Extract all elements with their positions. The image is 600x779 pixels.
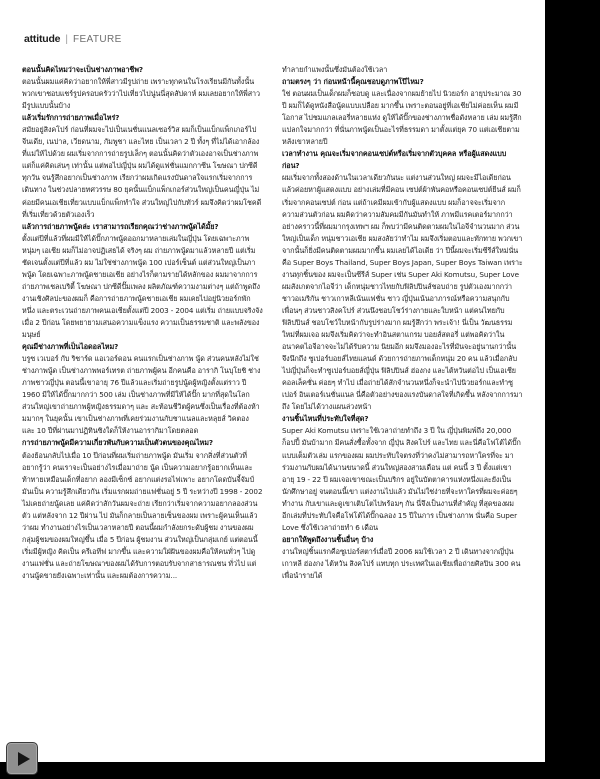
interview-answer: ผมเริ่มจากทั้งสองด้านในเวลาเดียวกันนะ แต่งานส่วนใหญ่ ผมจะมีไอเดียก่อน แล้วค่อยหาผู้แสดงแบบ อย่างเล่มที่มีคอน เซปต์ผ้าพันคอหรือคอนเซปต์ยีนส์ ผมก็เริ่มจากคอนเซปต์ ก่อน แต่ถ้าเคมีผมเข้ากับผู้แสดงแบบ ผมก็อาจจะเริ่มจาก ความส่วนตัวก่อน ผมคิดว่าความสัมคมมีกันมันทำให้ ภาพมีแรคเตอร์มากกว่า อย่างคราวนี้ที่ผมมากรุงเทพฯ ผม ก็พบว่ามีคนติดตามผมในไอจีจำนวนมาก ส่วนใหญ่เป็นเด็ก หนุ่มชาวเอเชีย ผมสงสัยว่าทำไม ผมจึงเริ่มตอบและทักทาย พวกเขา จากนั้นก็ยิ่งมีคนติดตามผมมากขึ้น ผมเลยได้ไอเดีย ว่า ปีนี้ผมจะเริ่มซีรีส์ใหม่นั่นคือ Super Boys Thailand, Super Boys Japan, Super Boys Taiwan เพราะงานทุกชิ้นของ ผมจะเป็นซีรีส์ Super เช่น Super Aki Komutsu, Super Love ผมสังเกตจากไอจีว่า เด็กหนุ่มชาวไทยกับฟิลิปปินส์ชอบถ่าย รูปตัวเองมากกว่าชาวอเมริกัน ชาวเกาหลีเน้นแฟชั่น ชาว ญี่ปุ่นเน้นอาภารณ์หรือความสนุกกับเพื่อนๆ ส่วนชาวสิงคโปร์ ส่วนนึงชอบโชว์ร่างกายและใบหน้า แต่คนไทยกับฟิลิปปินส์ ชอบโชว์ใบหน้ากับรูปร่างมาก ผมรู้สึกว่า พระเจ้า! นี่เป็น วัฒนธรรมใหม่ที่ผมเจอ ผมจึงเริ่มคิดว่าจะทำอินสตาแกรม บอยส์สตอรี่ แต่พอคิดว่าในอนาคตไอจีอาจจะไม่ได้รับความ นิยมอีก ผมจึงมองอะไรที่มันจะอยู่นานกว่านั้น จึงนึกถึง ซูเปอร์บอยส์ไทยแลนด์ ด้วยการถ่ายภาพเด็กหนุ่ม 20 คน แล้วเมื่อกลับไปญี่ปุ่นก็จะทำซูเปอร์บอยส์ญี่ปุ่น ฟิลิปปินส์ ฮ่องกง และไต้หวันต่อไป เป็นเอเชียคอลเล็คชั่น ค่อยๆ ทำไป เมื่อถ่ายได้สักจำนวนหนึ่งก็จะนำไปนิวยอร์กและทำซูเปอร์ อินเตอร์เนชั่นแนล นี่คือตัวอย่างของแรงบันดาลใจที่เกิดขึ้น หลังจากการมาถึง โดยไม่ได้วางแผนล่วงหน้า bbox=[282, 173, 523, 412]
interview-question: คุณมีช่างภาพที่เป็นไอดอลไหม? bbox=[22, 342, 119, 352]
interview-answer: สมัยอยู่สิงคโปร์ ก่อนที่ผมจะไปเป็นเนชั่นแนลเซอร์วิส ผมก็เป็นแบ็กแพ็กเกอร์ไปจีนเดีย, เนปาล, เวียดนาม, กัมพูชา และไทย เป็นเวลา 2 ปี ทั้งๆ ที่ไม่ได้เอากล้องที่แม่ให้ไปด้วย ผมเริ่มจากการถ่ายรูปเล็กๆ ตอนนั้นคิดว่าตัวเองอาจเป็นช่างภาพ แต่ก็แค่คิดเล่นๆ เท่านั้น แต่พอไปญี่ปุ่น ผมได้ดูแฟชั่นแมกกาซีน โฆษณา ปกซีดี ทุกวัน จนรู้สึกอยากเป็นช่างภาพ เรียกว่าผมเกิดแรงบันดาลใจแรกเริ่มจากการเดินทาง ในช่วงปลายทศวรรษ 80 ยุคนั้นแบ็กแพ็กเกอร์ส่วนใหญ่เป็นคนญี่ปุ่น ไม่ค่อยมีคนเอเชียเที่ยวแบบแบ็กแพ็กทำใจ ส่วนใหญ่ไปกับทัวร์ ผมจึงคิดว่าผมโชคดีที่เริ่มเที่ยวด้วยตัวเองเร็ว bbox=[22, 125, 262, 219]
masthead-brand: attitude bbox=[24, 33, 61, 45]
interview-question: ตอนนั้นคิดไหมว่าจะเป็นช่างภาพอาชีพ? bbox=[22, 65, 144, 74]
masthead-separator: | bbox=[65, 33, 68, 45]
viewer-bottom-gutter bbox=[0, 762, 545, 779]
interview-answer: งานใหญ่ชิ้นแรกคือซูเปอร์สตาร์เมื่อปี 2006 ผมใช้เวลา 2 ปี เดินทางจากญี่ปุ่น เกาหลี ฮ่องกง ไต้หวัน สิงคโปร์ แทบทุก ประเทศในเอเชียเพื่อถ่ายศิลปิน 300 คน เพื่อนำรายได้ bbox=[282, 546, 521, 580]
interview-answer: ใช่ ตอนผมเป็นเด็กผมก็ชอบดู และเนื่องจากผมย้ายไป นิวยอร์ก อายุประมาณ 30 ปี ผมก็ได้ดูหนังสือนู้ดแบบเปลือย มากขึ้น เพราะตอนอยู่ที่เอเชียไม่ค่อยเห็น ผมมีโอกาส ไปชมแกลเลอรี่หลายแห่ง ดูให้ได้ปั๊กของช่างภาพชื่อดังหลาย เล่ม ผมรู้สึกแปลกใจมากกว่า ที่นั่นภาพนู้ดเป็นอะไรที่ธรรมดา มาตั้งแต่ยุค 70 แต่เอเชียตามหลังเขาหลายปี bbox=[282, 89, 522, 147]
interview-question: เวลาทำงาน คุณจะเริ่มจากคอนเซปต์หรือเริ่มจากตัวบุคคล หรือผู้แสดงแบบก่อน? bbox=[282, 149, 507, 171]
interview-answer: ทำลายกำแพงนั้นซึ่งมันต้องใช้เวลา bbox=[282, 65, 388, 74]
play-button[interactable] bbox=[6, 742, 38, 775]
interview-question: การถ่ายภาพนู้ดมีความเกี่ยวพันกับความเป็นตัวตนของคุณไหม? bbox=[22, 438, 214, 448]
article-column-left bbox=[22, 64, 263, 582]
interview-question: แล้วการถ่ายภาพนู้ดล่ะ เราสามารถเรียกคุณว่าช่างภาพนู้ดได้มั้ย? bbox=[22, 221, 219, 231]
interview-question: แล้วเริ่มรักการถ่ายภาพเมื่อไหร่? bbox=[22, 113, 120, 123]
interview-answer: ตั้งแต่ปีที่แล้วที่ผมมีให้ได้ปั๊กภาพนู้ดออกมาหลายเล่มในญี่ปุ่น โดยเฉพาะภาพหนุ่มๆ เอเชีย ผมก็ไม่อาจปฏิเสธได้ จริงๆ ผม ถ่ายภาพนู้ดมาแล้วหลายปี แต่เริ่มชัดเจนตั้งแต่ปีที่แล้ว ผม ไม่ใช่ช่างภาพนู้ด 100 เปอร์เซ็นต์ แต่ส่วนใหญ่เป็นภาพนู้ด โดยเฉพาะภาพนู้ดชายเอเชีย อย่างไรก็ตามรายได้หลักของ ผมมาจากการถ่ายภาพเชลเบริตี้ โฆษณา ปกซีดีปั๊มเพลง ผลิตภัณฑ์ความงามต่างๆ แต่ถ้าพูดถึงงานเชิงศิลปะของผมก็ คือการถ่ายภาพนู้ดชายเอเชีย ผมเคยไปอยู่นิวยอร์กพักหนึ่ง และตระเวนถ่ายภาพคนเอเชียตั้งแต่ปี 2003 - 2004 แต่เริ่ม ถ่ายแบบจริงจังเมื่อ 2 ปีก่อน โดยพยายามเสนอความแข็งแรง ความเป็นธรรมชาติ และพลังของมนุษย์ bbox=[22, 233, 263, 340]
article-columns bbox=[22, 64, 523, 582]
viewer-right-gutter bbox=[545, 0, 600, 779]
interview-answer: Super Aki Komutsu เพราะใช้เวลาถ่ายทำถึง 3 ปี ใน ญี่ปุ่นพิมพ์ถึง 20,000 ก็อปปี้ มันบ้ามาก มีคนสั่งซื้อทั้งจาก ญี่ปุ่น สิงคโปร์ และไทย และนี่คือโฟโต้ได้ปั๊กแบบเต็มตัวเล่ม แรกของผม ผมประทับใจตรงที่ว่าคงไม่สามารถหาใครที่จะ มาร่วมงานกับผมได้นานขนาดนี้ ส่วนใหญ่สองสามเดือน แต่ คนนี้ 3 ปี ตั้งแต่เขาอายุ 19 - 22 ปี ผมเจอเขาขณะเป็นบริกร อยู่ในบัตตาคารแห่งหนึ่งและยังเป็นนักศึกษาอยู่ จนตอนนี้เขา แต่งงานไปแล้ว มันไม่ใช่ง่ายที่จะหาใครที่ผมจะค่อยๆ ทำงาน กับเขาและดูเขาเติบโตไปพร้อมๆ กัน นี่จึงเป็นงานที่สำคัญ ที่สุดของผม อีกเล่มที่ประทับใจคือโฟโต้ได้ปั๊กฉลอง 15 ปีในการ เป็นช่างภาพ นั่นคือ Super Love ซึ่งใช้เวลาถ่ายทำ 6 เดือน bbox=[282, 426, 521, 532]
interview-question: ถามตรงๆ ว่า ก่อนหน้านี้คุณชอบดูภาพโป๊ไหม? bbox=[282, 77, 424, 87]
interview-answer: ต้องย้อนกลับไปเมื่อ 10 ปีก่อนที่ผมเริ่มถ่ายภาพนู้ด มันเริ่ม จากสิ่งที่ส่วนตัวที่อยากรู้ว่า คนเราจะเป็นอย่างไรเมื่อมาถ่าย นู้ด เป็นความอยากรู้อยากเห็นและท้าทายเหมือนเด็กที่อยาก ลองมีเซ็กซ์ อยากแต่งรอไฟเพาะ อยากโดดบันจี้จัมป์ มันเป็น ความรู้สึกเดียวกัน เริ่มแรกผมถ่ายแฟชั่นอยู่ 5 ปี ระหว่างปี 1998 - 2002 ไม่เคยถ่ายนู้ดเลย แค่คิดว่าสักวันผมจะถ่าย เรียกว่าเริ่มจากความอยากลองส่วนตัว แต่หลังจาก 12 ปีผ่าน ไป มันก็กลายเป็นลายเซ็นของผม เพราะผู้คนเห็นแล้วว่าผม ทำงานอย่างไรเป็นเวลาหลายปี ตอนนี้ผมกำลังยกระดับผู้ชม งานของผม กลุ่มผู้ชมของผมใหญ่ขึ้น เมื่อ 5 ปีก่อน ผู้ชมงาน ส่วนใหญ่เป็นกลุ่มเกย์ แต่ตอนนี้เริ่มมีผู้หญิง คิดเป็น ครีเอทีฟ มากขึ้น และความใฝ่ฝันของผมคือให้คนทั่วๆ ไปดู งานแฟชั่น และถ่ายโฆษณาของผมได้รับการตอบรับจากสาธารณชน ทั่วไป แต่งานนู้ดขายยังเฉพาะเท่านั้น และผมต้องการความ... bbox=[22, 450, 263, 580]
masthead bbox=[24, 28, 523, 50]
interview-answer: บรูซ เวเบอร์ กับ ริชาร์ด แอเวอร์ดอน คนแรกเป็นช่างภาพ นู้ด ส่วนคนหลังไม่ใช่ช่างภาพนู้ด เป็นช่างภาพพอร์เทรต ถ่ายภาพผู้คน อีกคนคือ อารากิ โนบุโยชิ ช่างภาพชาวญี่ปุ่น ตอนนี้เขาอายุ 76 ปีแล้วและเริ่มถ่ายรูปนู้ดผู้หญิงตั้งแต่ราว ปี 1960 มีให้ได้ปั๊กมากกว่า 500 เล่ม เป็นช่างภาพที่มีให้ได้ปั๊ก มากที่สุดในโลก ส่วนใหญ่เขาถ่ายภาพผู้หญิงธรรมดาๆ และ สะท้อนชีวิตผู้คนซึ่งเป็นเรื่องที่ต้องห้ามมากๆ ในยุคนั้น เขาเป็นช่างภาพที่เคยร่วมงานกับชาแนลและหลุยส์ วิคตอง และ 10 ปีที่ผ่านมาปฏิทินซิงใดก็ให้งานอารากิมาโดยตลอด bbox=[22, 354, 261, 436]
interview-answer: ตอนนั้นผมแค่คิดว่าอยากให้พี่สาวมีรูปถ่าย เพราะทุกคนในโรงเรียนมีกันทั้งนั้น พวกเขาชอบแชร์รูปครอบครัวว่าไปเที่ยวไปนู่นนี่สุดสัปดาห์ ผมเลยอยากให้พี่สาวมีรูปแบบนั้นบ้าง bbox=[22, 77, 261, 111]
interview-question: งานชิ้นไหนที่ประทับใจที่สุด? bbox=[282, 414, 369, 424]
play-icon bbox=[18, 752, 30, 766]
masthead-section: FEATURE bbox=[72, 33, 122, 45]
interview-question: อยากให้พูดถึงงานชิ้นอื่นๆ บ้าง bbox=[282, 534, 374, 544]
article-column-right bbox=[282, 64, 523, 582]
